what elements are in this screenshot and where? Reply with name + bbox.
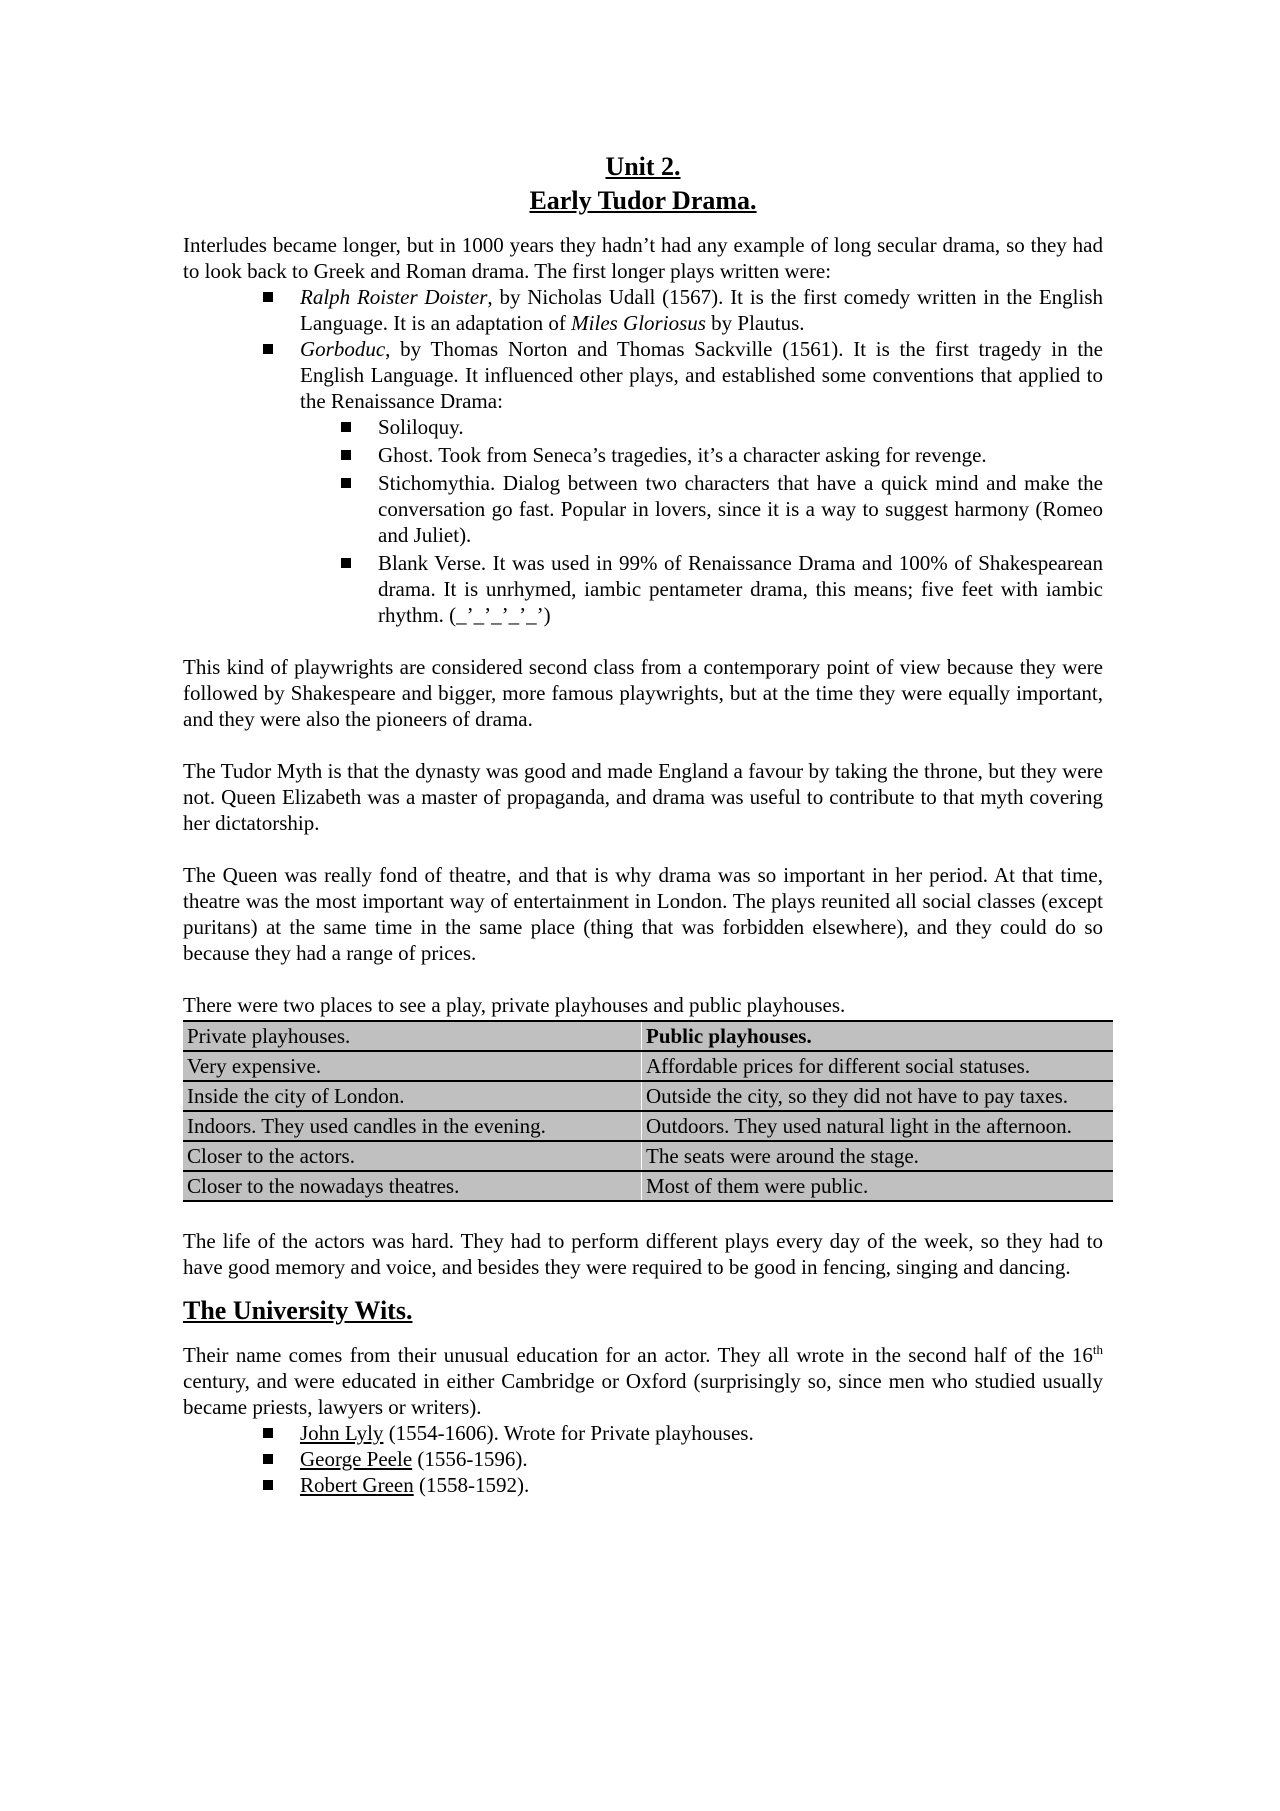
intro-paragraph: Interludes became longer, but in 1000 years they hadn’t had any example of long secular drama, so they had to look back to Greek and Roman drama. The first longer plays written were: [183, 233, 1103, 283]
play-title: Ralph Roister Doister [300, 285, 488, 309]
table-cell: Most of them were public. [642, 1171, 1114, 1201]
plays-list [183, 284, 1103, 414]
table-row [183, 1051, 1113, 1081]
list-item: Soliloquy. [183, 414, 1103, 440]
body-paragraph: This kind of playwrights are considered second class from a contemporary point of view because they were followed by Shakespeare and bigger, more famous playwrights, but at the time they were equally important, and they were also the pioneers of drama. [183, 655, 1103, 731]
wit-name: George Peele [300, 1447, 413, 1471]
table-row [183, 1081, 1113, 1111]
play-source-title: Miles Gloriosus [571, 311, 706, 335]
table-cell: Outdoors. They used natural light in the afternoon. [642, 1111, 1114, 1141]
body-paragraph: The Queen was really fond of theatre, and that is why drama was so important in her period. At that time, theatre was the most important way of entertainment in London. The plays reunited all social classes (except puritans) at the same time in the same place (thing that was forbidden elsewhere), and they could do so because they had a range of prices. [183, 863, 1103, 965]
list-item: Gorboduc, by Thomas Norton and Thomas Sackville (1561). It is the first tragedy in the English Language. It influenced other plays, and established some conventions that applied to the Renaissance Drama: [183, 336, 1103, 414]
square-bullet-icon [263, 1480, 273, 1490]
document-page [183, 150, 1103, 1498]
square-bullet-icon [263, 1428, 273, 1438]
list-item: Blank Verse. It was used in 99% of Renaissance Drama and 100% of Shakespearean drama. It is unrhymed, iambic pentameter drama, this means; five feet with iambic rhythm. (_’_’_’_’_’) [183, 550, 1103, 628]
play-title: Gorboduc [300, 337, 386, 361]
wit-name: Robert Green [300, 1473, 414, 1497]
body-paragraph: The Tudor Myth is that the dynasty was good and made England a favour by taking the throne, but they were not. Queen Elizabeth was a master of propaganda, and drama was useful to contribute to that myth covering her dictatorship. [183, 759, 1103, 835]
table-cell: Inside the city of London. [183, 1081, 642, 1111]
table-cell: The seats were around the stage. [642, 1141, 1114, 1171]
table-cell: Outside the city, so they did not have to pay taxes. [642, 1081, 1114, 1111]
document-title [183, 150, 1103, 218]
table-cell: Affordable prices for different social statuses. [642, 1051, 1114, 1081]
wit-name: John Lyly [300, 1421, 384, 1445]
table-header-cell: Private playhouses. [183, 1021, 642, 1051]
square-bullet-icon [341, 450, 351, 460]
table-row [183, 1171, 1113, 1201]
list-item: Ralph Roister Doister, by Nicholas Udall (1567). It is the first comedy written in the English Language. It is an adaptation of Miles Gloriosus by Plautus. [183, 284, 1103, 336]
table-row [183, 1111, 1113, 1141]
conventions-list [183, 414, 1103, 628]
list-item: Stichomythia. Dialog between two characters that have a quick mind and make the conversation go fast. Popular in lovers, since it is a way to suggest harmony (Romeo and Juliet). [183, 470, 1103, 548]
table-cell: Very expensive. [183, 1051, 642, 1081]
section-heading: The University Wits. [183, 1296, 413, 1325]
square-bullet-icon [263, 344, 273, 354]
list-item: George Peele (1556-1596). [183, 1446, 1103, 1472]
body-paragraph: There were two places to see a play, private playhouses and public playhouses. [183, 993, 846, 1017]
body-paragraph: The life of the actors was hard. They had to perform different plays every day of the week, so they had to have good memory and voice, and besides they were required to be good in fencing, singing and dancing. [183, 1229, 1103, 1279]
table-header-cell: Public playhouses. [642, 1021, 1114, 1051]
square-bullet-icon [263, 1454, 273, 1464]
table-row [183, 1141, 1113, 1171]
square-bullet-icon [341, 422, 351, 432]
wits-list [183, 1420, 1103, 1498]
list-item: John Lyly (1554-1606). Wrote for Private playhouses. [183, 1420, 1103, 1446]
list-item: Robert Green (1558-1592). [183, 1472, 1103, 1498]
title-unit: Unit 2. [605, 152, 681, 181]
table-cell: Indoors. They used candles in the evening. [183, 1111, 642, 1141]
wits-paragraph: Their name comes from their unusual education for an actor. They all wrote in the second half of the 16th century, and were educated in either Cambridge or Oxford (surprisingly so, since men who studied usually became priests, lawyers or writers). [183, 1342, 1103, 1419]
list-item: Ghost. Took from Seneca’s tragedies, it’s a character asking for revenge. [183, 442, 1103, 468]
table-cell: Closer to the actors. [183, 1141, 642, 1171]
square-bullet-icon [341, 478, 351, 488]
playhouses-table [183, 1020, 1113, 1202]
table-header-row [183, 1021, 1113, 1051]
square-bullet-icon [263, 292, 273, 302]
title-subject: Early Tudor Drama. [529, 186, 757, 215]
table-cell: Closer to the nowadays theatres. [183, 1171, 642, 1201]
square-bullet-icon [341, 558, 351, 568]
